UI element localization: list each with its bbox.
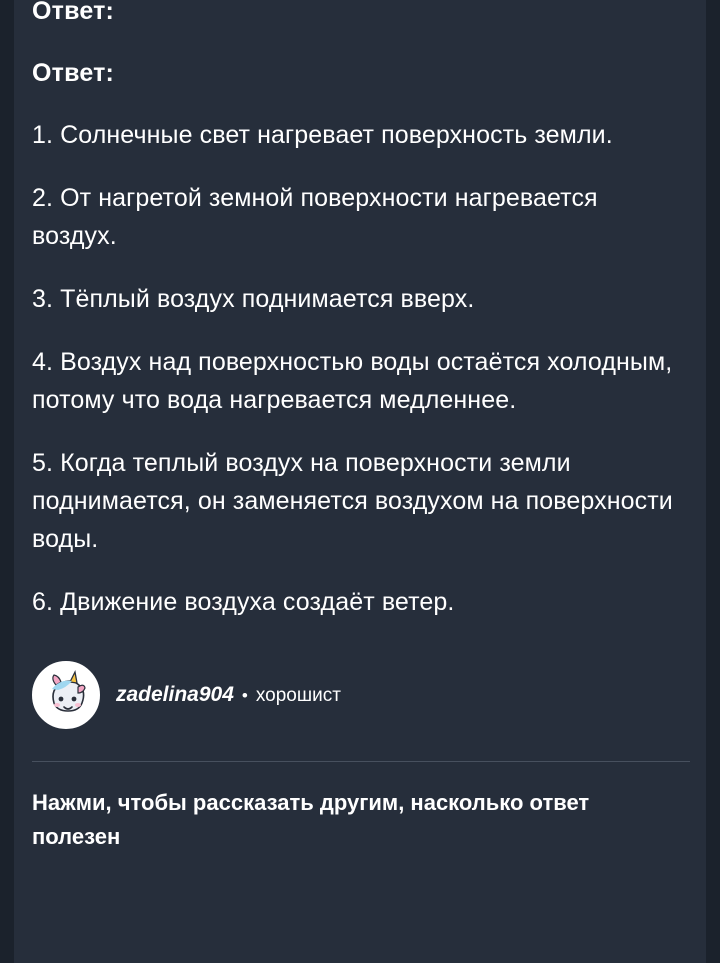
answer-step-3: 3. Тёплый воздух поднимается вверх. xyxy=(32,285,475,313)
section-divider xyxy=(32,761,690,762)
answer-step-1: 1. Солнечные свет нагревает поверхность земли. xyxy=(32,121,613,149)
left-edge-rail xyxy=(0,0,14,963)
answer-heading-top: Ответ: xyxy=(32,0,115,25)
right-edge-rail xyxy=(706,0,720,963)
answer-content xyxy=(32,0,692,963)
author-rank: хорошист xyxy=(255,685,341,706)
author-separator: • xyxy=(241,686,248,705)
author-row[interactable] xyxy=(32,661,692,729)
answer-step-6: 6. Движение воздуха создаёт ветер. xyxy=(32,588,455,616)
author-name-link[interactable]: zadelina904 xyxy=(116,683,234,706)
author-meta xyxy=(116,683,341,707)
rate-answer-prompt[interactable]: Нажми, чтобы рассказать другим, насколько ответ полезен xyxy=(32,790,590,849)
answer-step-5: 5. Когда теплый воздух на поверхности земли поднимается, он заменяется воздухом на поверхности воды. xyxy=(32,449,673,553)
answer-heading-main: Ответ: xyxy=(32,59,115,87)
answer-step-4: 4. Воздух над поверхностью воды остаётся холодным, потому что вода нагревается медленнее. xyxy=(32,348,673,414)
unicorn-avatar-icon[interactable] xyxy=(32,661,100,729)
answer-step-2: 2. От нагретой земной поверхности нагревается воздух. xyxy=(32,184,598,250)
